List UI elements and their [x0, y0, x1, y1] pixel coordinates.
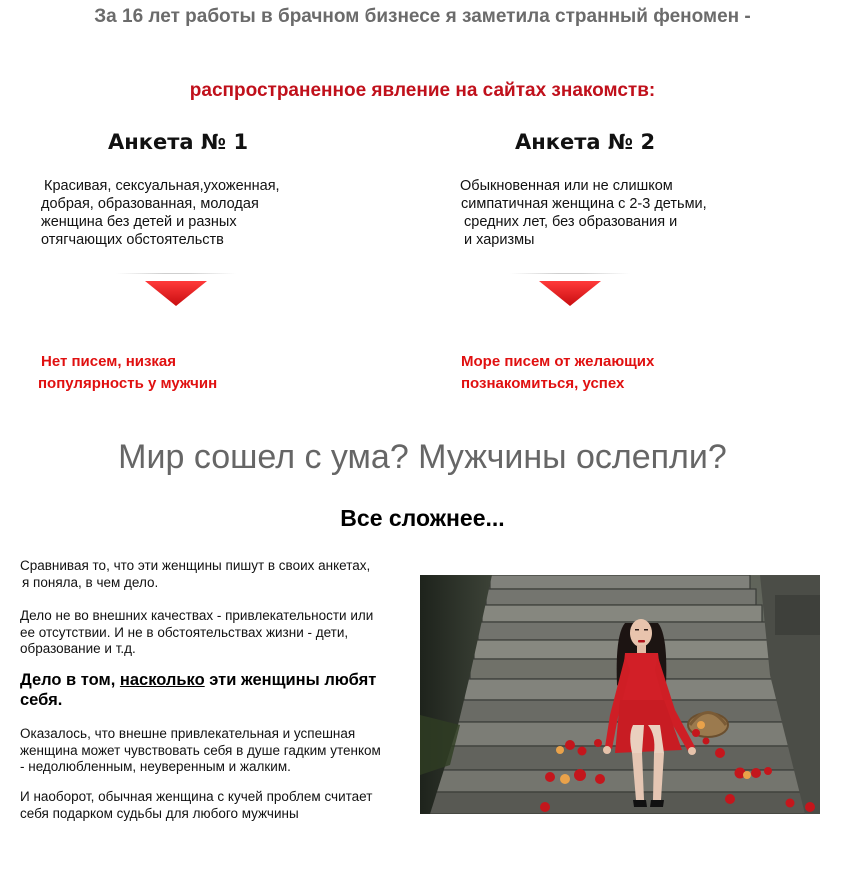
woman-on-stairs-photo — [420, 575, 820, 814]
paragraph-2: Дело не во внешних качествах - привлекательности или ее отсутствии. И не в обстоятельствах жизни - дети, образование и т.д. — [20, 608, 374, 656]
paragraph-3: Оказалось, что внешне привлекательная и успешная женщина может чувствовать себя в душе гадким утенком - недолюбленным, неуверенным и жалким. — [20, 726, 381, 774]
profile-1-divider — [116, 273, 236, 274]
profile-2-divider — [510, 273, 630, 274]
paragraph-1: Сравнивая то, что эти женщины пишут в своих анкетах, я поняла, в чем дело. — [20, 558, 371, 590]
profile-2-description: Обыкновенная или не слишком симпатичная женщина с 2-3 детьми, средних лет, без образования и и харизмы — [460, 178, 707, 248]
intro-subheading: распространенное явление на сайтах знакомств: — [189, 80, 656, 101]
section-subtitle: Все сложнее... — [340, 505, 505, 531]
profile-1-title: Анкета № 1 — [108, 130, 249, 154]
down-arrow-icon — [145, 275, 207, 307]
profile-2-title: Анкета № 2 — [515, 130, 656, 154]
underlined-word: насколько — [119, 671, 205, 689]
profile-2-result: Море писем от желающих познакомиться, успех — [461, 353, 655, 392]
intro-heading: За 16 лет работы в брачном бизнесе я заметила странный феномен - — [94, 6, 751, 27]
key-statement: Дело в том, насколько эти женщины любят себя. — [20, 671, 377, 709]
profile-1-result: Нет писем, низкая популярность у мужчин — [38, 353, 218, 392]
main-question: Мир сошел с ума? Мужчины ослепли? — [118, 438, 727, 476]
down-arrow-icon — [539, 275, 601, 307]
profile-1-description: Красивая, сексуальная,ухоженная, добрая, образованная, молодая женщина без детей и разных отягчающих обстоятельств — [41, 178, 280, 248]
paragraph-4: И наоборот, обычная женщина с кучей проблем считает себя подарком судьбы для любого мужчины — [20, 789, 373, 821]
